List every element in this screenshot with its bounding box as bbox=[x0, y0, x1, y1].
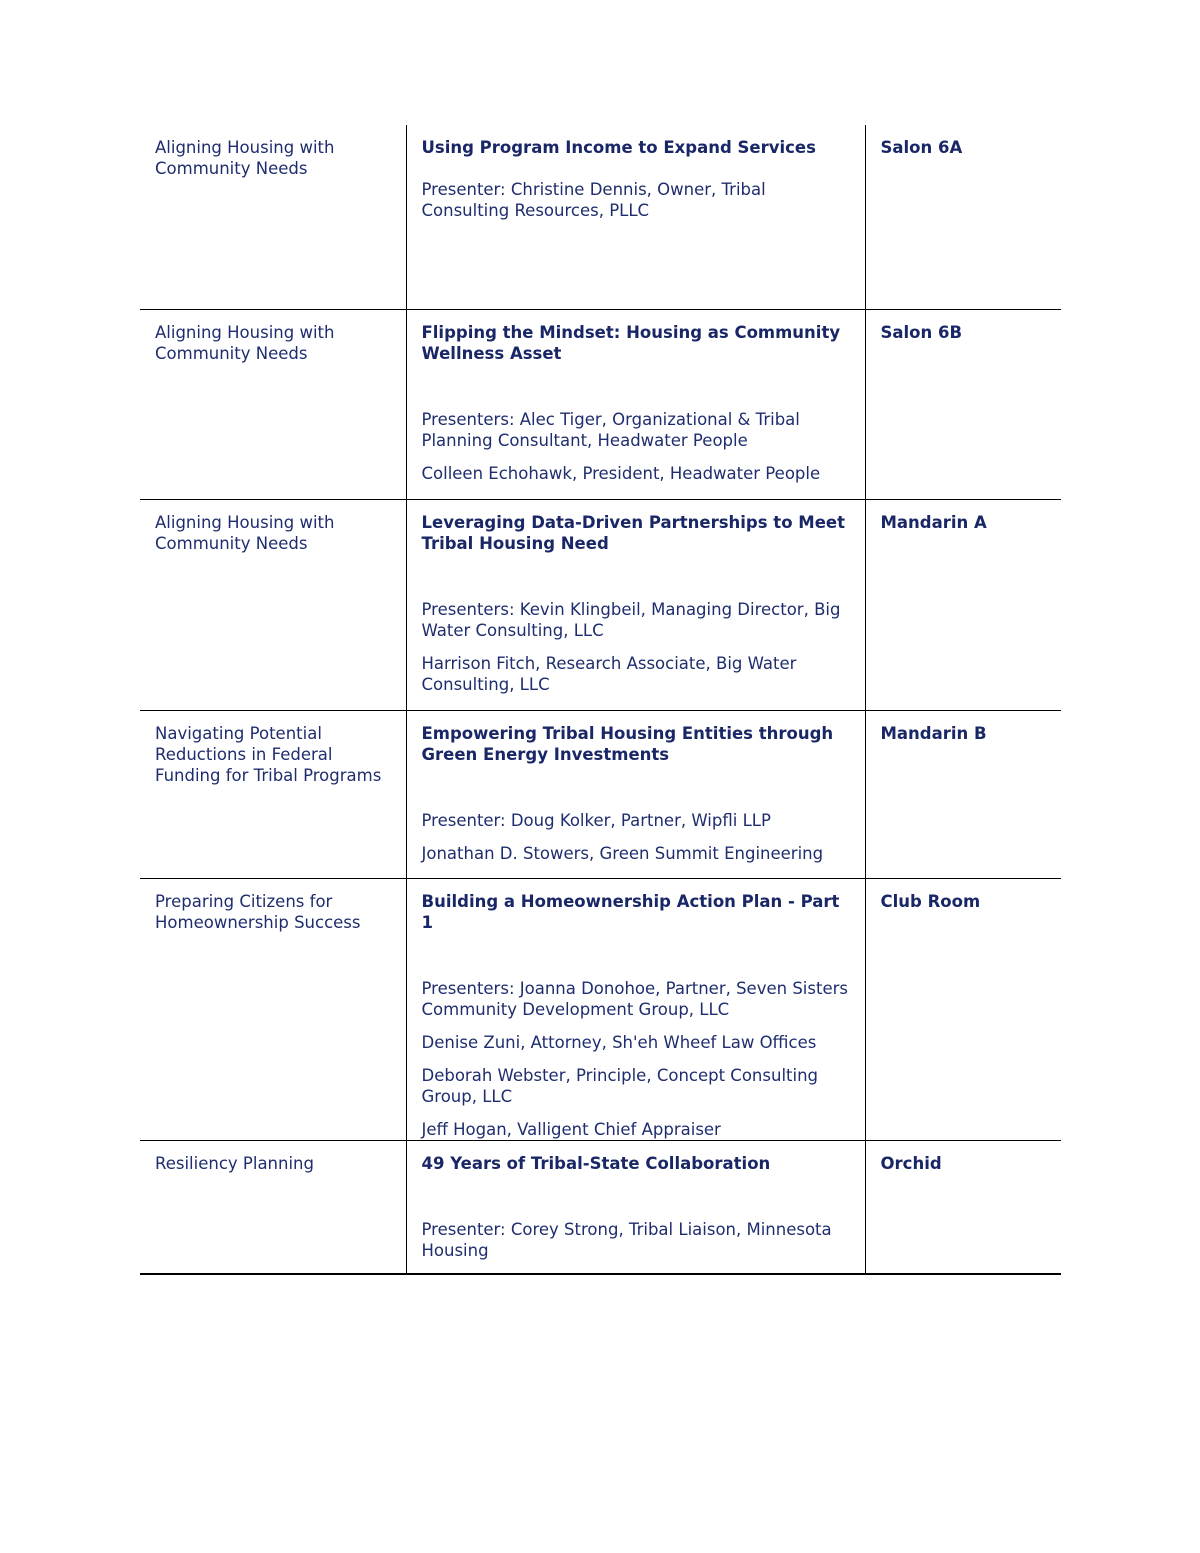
room-cell bbox=[865, 878, 1061, 1140]
presenter-line: Presenter: Christine Dennis, Owner, Tribal Consulting Resources, PLLC bbox=[421, 180, 766, 220]
presenter-line: Colleen Echohawk, President, Headwater People bbox=[421, 463, 821, 483]
presenter-line: Presenters: Alec Tiger, Organizational & Tribal Planning Consultant, Headwater People bbox=[421, 409, 800, 450]
room-name: Mandarin B bbox=[880, 723, 987, 743]
track-name: Aligning Housing with Community Needs bbox=[155, 322, 335, 363]
presenter-line: Denise Zuni, Attorney, Sh'eh Wheef Law Offices bbox=[421, 1032, 817, 1052]
room-name: Orchid bbox=[880, 1153, 942, 1173]
session-cell bbox=[406, 125, 865, 309]
presenter-line: Presenters: Joanna Donohoe, Partner, Seven Sisters Community Development Group, LLC bbox=[421, 978, 848, 1019]
session-title: 49 Years of Tribal-State Collaboration bbox=[421, 1153, 771, 1173]
presenter-line: Presenter: Doug Kolker, Partner, Wipfli LLP bbox=[421, 810, 771, 830]
track-cell bbox=[140, 499, 406, 710]
room-cell bbox=[865, 1140, 1061, 1274]
room-cell bbox=[865, 499, 1061, 710]
track-cell bbox=[140, 125, 406, 309]
session-cell bbox=[406, 499, 865, 710]
track-name: Preparing Citizens for Homeownership Success bbox=[155, 891, 361, 932]
session-cell bbox=[406, 710, 865, 878]
presenter-line: Jeff Hogan, Valligent Chief Appraiser bbox=[421, 1119, 721, 1139]
table-row bbox=[140, 878, 1061, 1140]
table-row bbox=[140, 1140, 1061, 1274]
session-title: Building a Homeownership Action Plan - Part 1 bbox=[421, 891, 840, 932]
table-row bbox=[140, 309, 1061, 499]
room-name: Salon 6A bbox=[880, 138, 963, 157]
track-name: Navigating Potential Reductions in Federal Funding for Tribal Programs bbox=[155, 723, 382, 785]
track-cell bbox=[140, 309, 406, 499]
room-cell bbox=[865, 309, 1061, 499]
track-name: Aligning Housing with Community Needs bbox=[155, 512, 335, 553]
session-cell bbox=[406, 1140, 865, 1274]
track-name: Aligning Housing with Community Needs bbox=[155, 138, 335, 178]
session-cell bbox=[406, 878, 865, 1140]
presenter-line: Presenter: Corey Strong, Tribal Liaison, Minnesota Housing bbox=[421, 1219, 832, 1260]
table-row bbox=[140, 499, 1061, 710]
session-title: Leveraging Data-Driven Partnerships to Meet Tribal Housing Need bbox=[421, 512, 845, 553]
session-cell bbox=[406, 309, 865, 499]
table-row bbox=[140, 125, 1061, 309]
room-cell bbox=[865, 125, 1061, 309]
table-row bbox=[140, 710, 1061, 878]
presenter-line: Presenters: Kevin Klingbeil, Managing Director, Big Water Consulting, LLC bbox=[421, 599, 841, 640]
presenter-line: Jonathan D. Stowers, Green Summit Engineering bbox=[421, 843, 824, 863]
presenter-line: Deborah Webster, Principle, Concept Consulting Group, LLC bbox=[421, 1065, 819, 1106]
session-title: Empowering Tribal Housing Entities through Green Energy Investments bbox=[421, 723, 834, 764]
room-name: Salon 6B bbox=[880, 322, 963, 342]
session-title: Flipping the Mindset: Housing as Community Wellness Asset bbox=[421, 322, 841, 363]
room-cell bbox=[865, 710, 1061, 878]
track-cell bbox=[140, 1140, 406, 1274]
track-cell bbox=[140, 878, 406, 1140]
presenter-line: Harrison Fitch, Research Associate, Big Water Consulting, LLC bbox=[421, 653, 797, 694]
track-name: Resiliency Planning bbox=[155, 1153, 314, 1173]
track-cell bbox=[140, 710, 406, 878]
room-name: Mandarin A bbox=[880, 512, 987, 532]
session-title: Using Program Income to Expand Services bbox=[421, 138, 816, 157]
room-name: Club Room bbox=[880, 891, 981, 911]
session-schedule-table bbox=[140, 125, 1061, 1275]
